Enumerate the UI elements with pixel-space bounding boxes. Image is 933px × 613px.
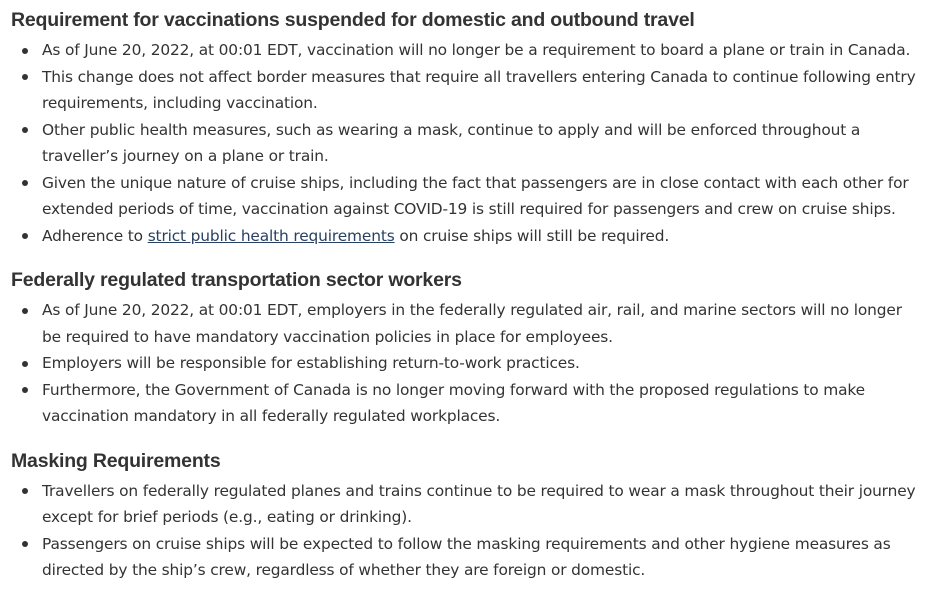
list-item: This change does not affect border measures that require all travellers entering Canada to continue following entry requirements, including vaccination. — [42, 64, 921, 117]
list-item: Passengers on cruise ships will be expected to follow the masking requirements and other hygiene measures as directed by the ship’s crew, regardless of whether they are foreign or domestic. — [42, 531, 921, 584]
section-transportation-workers — [11, 268, 921, 430]
list-item: Employers will be responsible for establishing return-to-work practices. — [42, 350, 921, 377]
list-item: Given the unique nature of cruise ships, including the fact that passengers are in close contact with each other for extended periods of time, vaccination against COVID-19 is still required for passengers and crew on cruise ships. — [42, 170, 921, 223]
section-heading: Requirement for vaccinations suspended for domestic and outbound travel — [11, 9, 695, 31]
list-item: Furthermore, the Government of Canada is no longer moving forward with the proposed regulations to make vaccination mandatory in all federally regulated workplaces. — [42, 377, 921, 430]
bullet-list — [11, 478, 921, 584]
list-item — [42, 223, 921, 250]
list-item: Other public health measures, such as wearing a mask, continue to apply and will be enforced throughout a traveller’s journey on a plane or train. — [42, 117, 921, 170]
list-item: As of June 20, 2022, at 00:01 EDT, employers in the federally regulated air, rail, and marine sectors will no longer be required to have mandatory vaccination policies in place for employees. — [42, 297, 921, 350]
section-heading: Masking Requirements — [11, 449, 221, 472]
list-item: Travellers on federally regulated planes and trains continue to be required to wear a mask throughout their journey except for brief periods (e.g., eating or drinking). — [42, 478, 921, 531]
list-item: As of June 20, 2022, at 00:01 EDT, vaccination will no longer be a requirement to board a plane or train in Canada. — [42, 37, 921, 64]
bullet-list — [11, 37, 921, 249]
section-heading: Federally regulated transportation sector workers — [11, 269, 462, 291]
section-vaccination-travel — [11, 8, 921, 249]
list-item-text: on cruise ships will still be required. — [394, 226, 670, 245]
section-masking — [11, 449, 921, 584]
bullet-list — [11, 297, 921, 430]
list-item-text: Adherence to — [42, 226, 148, 245]
strict-public-health-requirements-link[interactable]: strict public health requirements — [147, 226, 395, 245]
